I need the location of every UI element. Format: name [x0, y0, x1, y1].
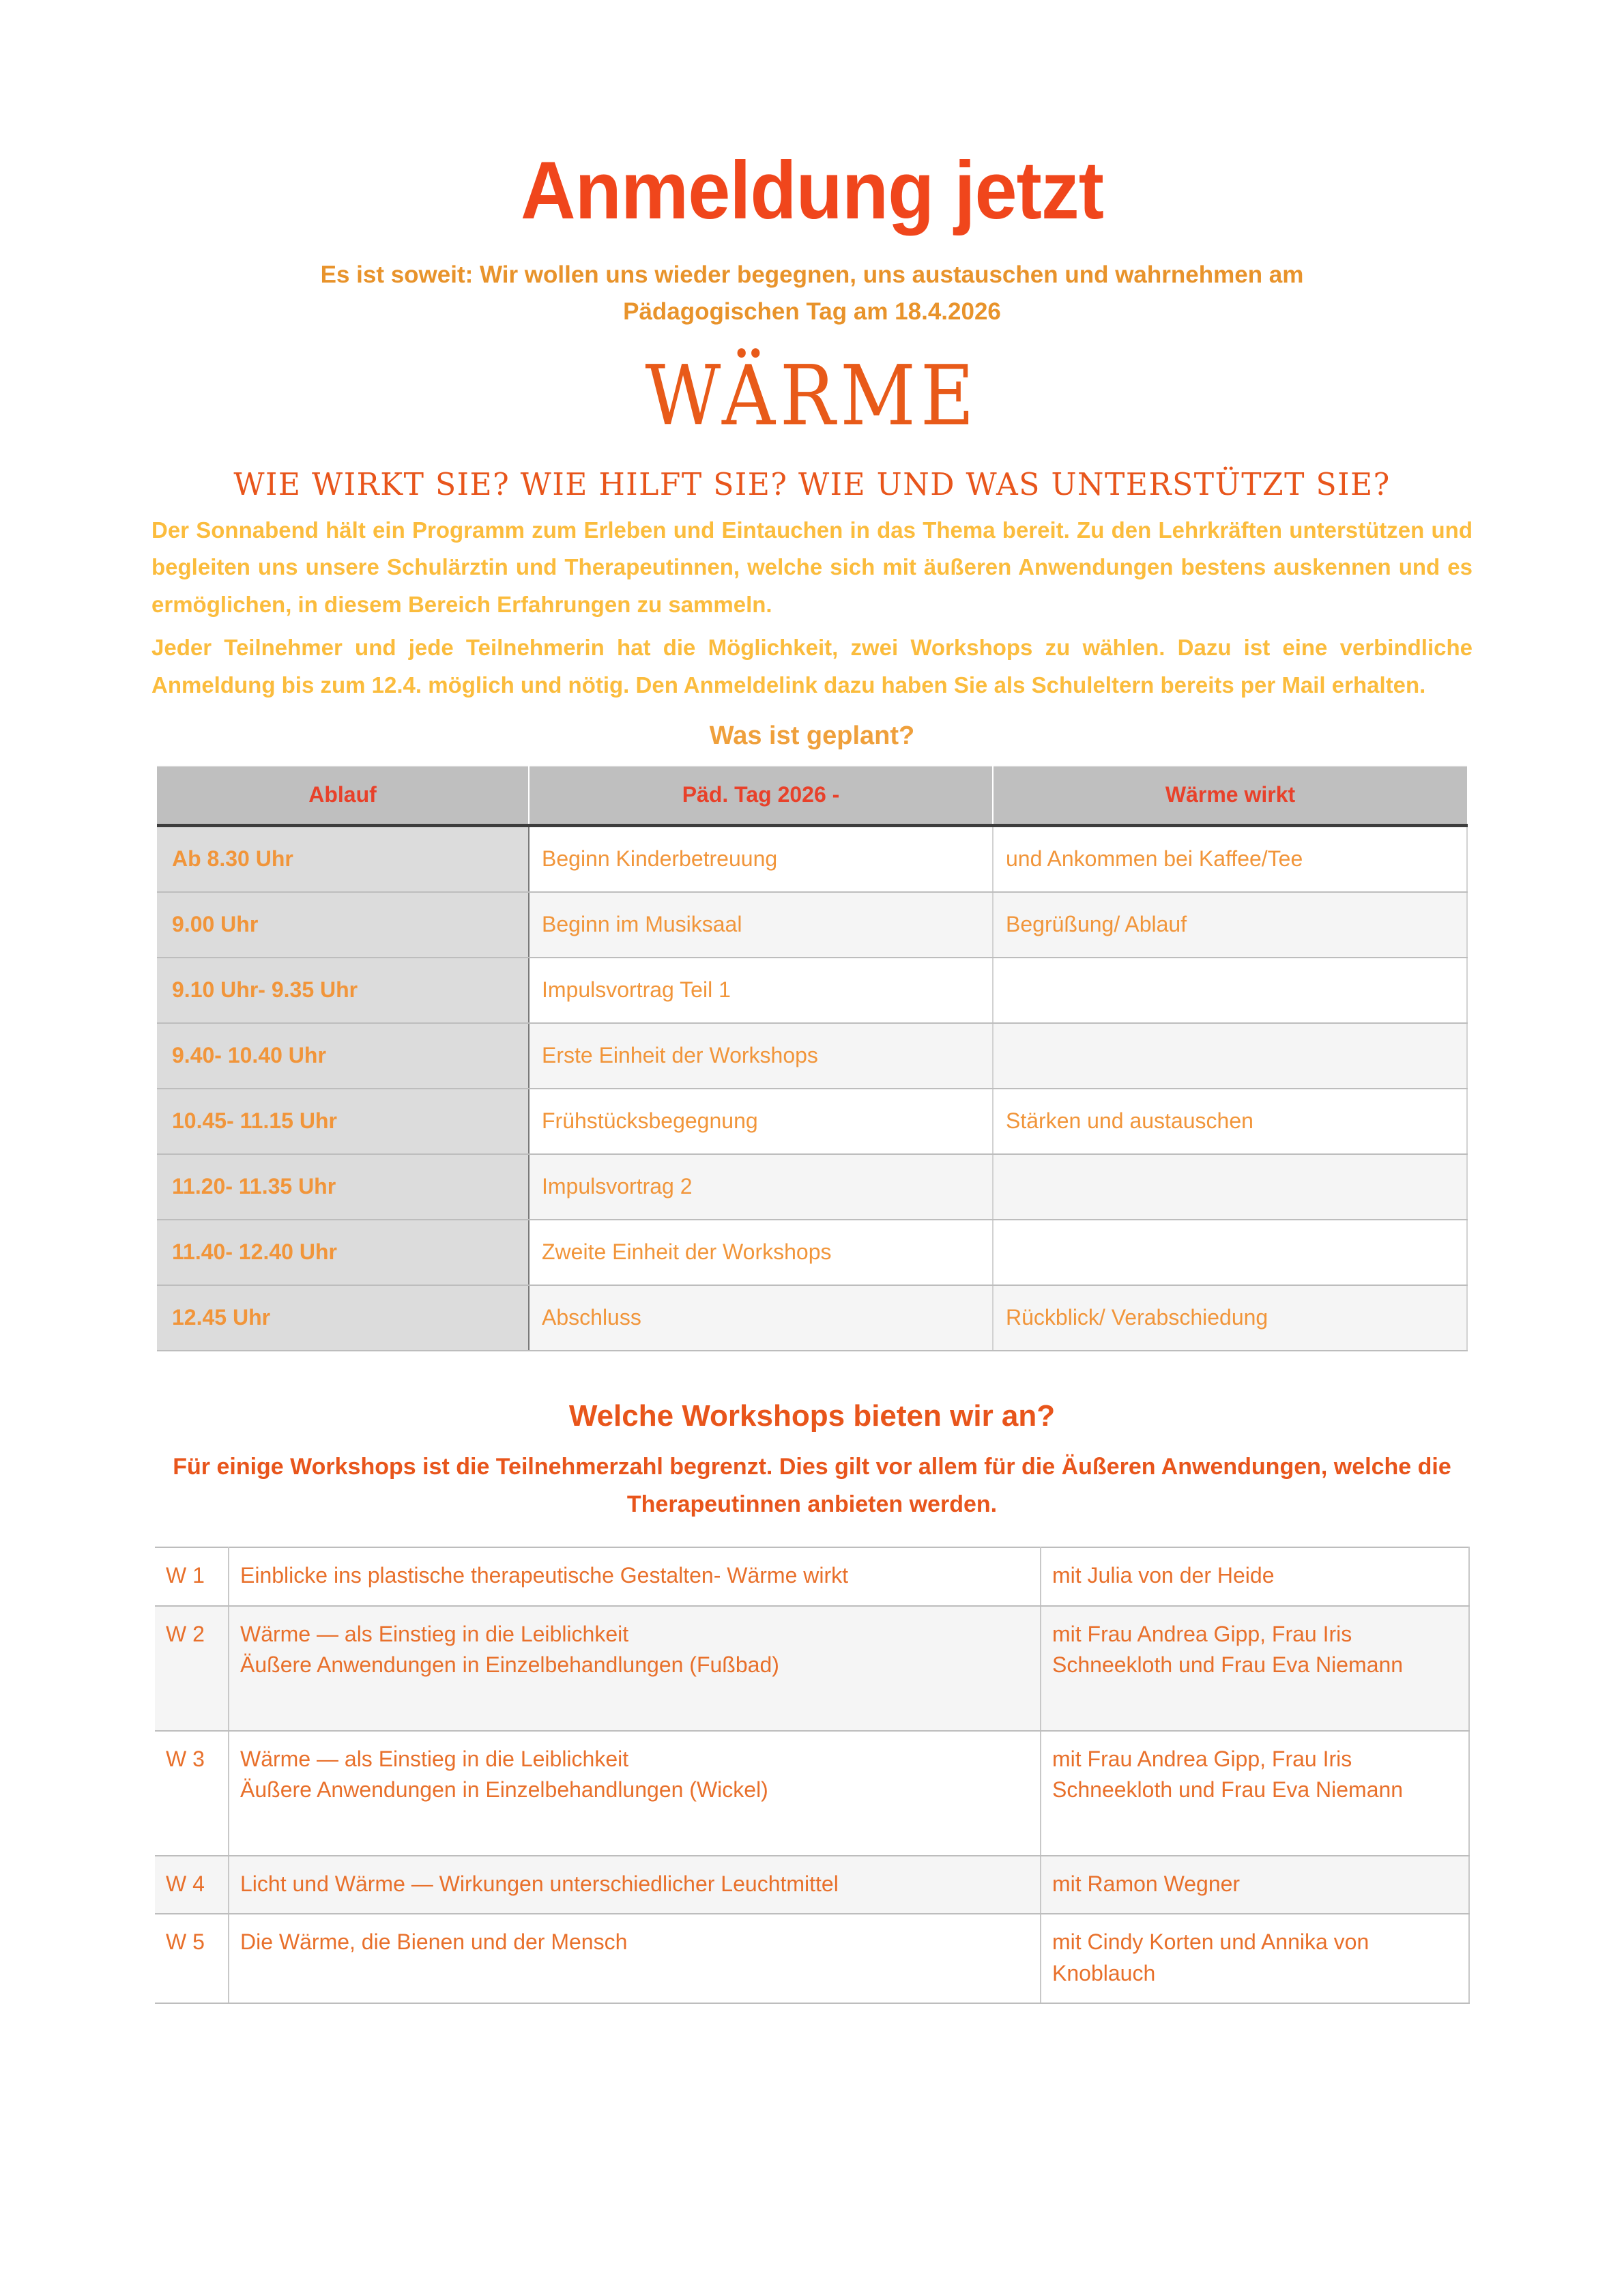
workshop-title-line-2: Äußere Anwendungen in Einzelbehandlungen (Wickel) — [240, 1777, 768, 1803]
schedule-time: 10.45- 11.15 Uhr — [157, 1089, 529, 1154]
page-title: Anmeldung jetzt — [520, 145, 1104, 236]
workshop-code: W 5 — [155, 1914, 229, 2003]
schedule-activity: Beginn im Musiksaal — [529, 892, 993, 958]
workshop-leaders: mit Frau Andrea Gipp, Frau Iris Schneekloth und Frau Eva Niemann — [1041, 1731, 1469, 1856]
schedule-activity: Beginn Kinderbetreuung — [529, 826, 993, 893]
workshop-title-line-1: Wärme — als Einstieg in die Leiblichkeit — [240, 1746, 629, 1771]
table-row — [155, 1856, 1469, 1914]
table-row — [157, 958, 1467, 1023]
schedule-col-header-wirkt: Wärme wirkt — [993, 766, 1467, 826]
table-row — [155, 1547, 1469, 1605]
schedule-time: Ab 8.30 Uhr — [157, 826, 529, 893]
schedule-header-row — [157, 766, 1467, 826]
table-row — [157, 1089, 1467, 1154]
schedule-activity: Impulsvortrag Teil 1 — [529, 958, 993, 1023]
workshop-title — [229, 1606, 1041, 1731]
schedule-activity: Erste Einheit der Workshops — [529, 1023, 993, 1089]
workshop-title-line-2: Äußere Anwendungen in Einzelbehandlungen (Fußbad) — [240, 1652, 779, 1678]
workshop-title — [229, 1856, 1041, 1914]
workshop-title-line-1: Wärme — als Einstieg in die Leiblichkeit — [240, 1621, 629, 1646]
schedule-table-container — [0, 751, 1624, 1351]
schedule-activity: Zweite Einheit der Workshops — [529, 1220, 993, 1285]
intro-paragraph-1: Der Sonnabend hält ein Programm zum Erleben und Eintauchen in das Thema bereit. Zu den Lehrkräften unterstützen und begleiten uns unsere Schulärztin und Therapeutinnen, welche sich mit äußeren Anwendungen bestens auskennen und es ermöglichen, in diesem Bereich Erfahrungen zu sammeln. — [151, 517, 1473, 618]
workshop-title — [229, 1547, 1041, 1605]
schedule-effect — [993, 1023, 1467, 1089]
schedule-effect: Stärken und austauschen — [993, 1089, 1467, 1154]
schedule-activity: Impulsvortrag 2 — [529, 1154, 993, 1220]
theme-word-heading: WÄRME — [645, 348, 979, 444]
workshops-table — [155, 1547, 1470, 2004]
workshop-code: W 1 — [155, 1547, 229, 1605]
workshop-code: W 2 — [155, 1606, 229, 1731]
schedule-time: 9.40- 10.40 Uhr — [157, 1023, 529, 1089]
schedule-time: 12.45 Uhr — [157, 1285, 529, 1351]
workshops-table-container — [0, 1523, 1624, 2004]
workshop-leaders: mit Frau Andrea Gipp, Frau Iris Schneekloth und Frau Eva Niemann — [1041, 1606, 1469, 1731]
schedule-time: 9.10 Uhr- 9.35 Uhr — [157, 958, 529, 1023]
workshop-code: W 3 — [155, 1731, 229, 1856]
schedule-effect: und Ankommen bei Kaffee/Tee — [993, 826, 1467, 893]
workshops-body — [155, 1547, 1469, 2003]
schedule-heading: Was ist geplant? — [709, 721, 915, 751]
workshops-heading: Welche Workshops bieten wir an? — [568, 1399, 1056, 1433]
intro-text-block — [0, 500, 1624, 704]
theme-question-line: WIE WIRKT SIE? WIE HILFT SIE? WIE UND WAS UNTERSTÜTZT SIE? — [233, 466, 1391, 502]
schedule-effect — [993, 1154, 1467, 1220]
schedule-time: 11.20- 11.35 Uhr — [157, 1154, 529, 1220]
subtitle-line-2: Pädagogischen Tag am 18.4.2026 — [623, 298, 1001, 326]
subtitle-line-1: Es ist soweit: Wir wollen uns wieder begegnen, uns austauschen und wahrnehmen am — [320, 261, 1304, 288]
workshop-title-line-1: Einblicke ins plastische therapeutische Gestalten- Wärme wirkt — [240, 1563, 849, 1588]
schedule-table — [157, 766, 1468, 1351]
intro-paragraph-2: Jeder Teilnehmer und jede Teilnehmerin hat die Möglichkeit, zwei Workshops zu wählen. Dazu ist eine verbindliche Anmeldung bis zum 12.4. möglich und nötig. Den Anmeldelink dazu haben Sie als Schuleltern bereits per Mail erhalten. — [151, 634, 1473, 698]
schedule-col-header-tag: Päd. Tag 2026 - — [529, 766, 993, 826]
schedule-activity: Abschluss — [529, 1285, 993, 1351]
table-row — [157, 1023, 1467, 1089]
table-row — [157, 1285, 1467, 1351]
table-row — [157, 892, 1467, 958]
workshop-title — [229, 1731, 1041, 1856]
workshops-intro: Für einige Workshops ist die Teilnehmerzahl begrenzt. Dies gilt vor allem für die Äußeren Anwendungen, welche die Therapeutinnen anbieten werden. — [173, 1454, 1451, 1518]
schedule-effect — [993, 1220, 1467, 1285]
workshop-title — [229, 1914, 1041, 2003]
schedule-effect — [993, 958, 1467, 1023]
schedule-body — [157, 826, 1467, 1351]
schedule-time: 11.40- 12.40 Uhr — [157, 1220, 529, 1285]
schedule-effect: Begrüßung/ Ablauf — [993, 892, 1467, 958]
table-row — [155, 1731, 1469, 1856]
workshop-title-line-1: Die Wärme, die Bienen und der Mensch — [240, 1929, 628, 1955]
workshop-leaders: mit Julia von der Heide — [1041, 1547, 1469, 1605]
table-row — [157, 1154, 1467, 1220]
schedule-activity: Frühstücksbegegnung — [529, 1089, 993, 1154]
workshop-leaders: mit Ramon Wegner — [1041, 1856, 1469, 1914]
schedule-effect: Rückblick/ Verabschiedung — [993, 1285, 1467, 1351]
schedule-col-header-ablauf: Ablauf — [157, 766, 529, 826]
workshop-title-line-1: Licht und Wärme — Wirkungen unterschiedlicher Leuchtmittel — [240, 1871, 839, 1896]
workshop-leaders: mit Cindy Korten und Annika von Knoblauch — [1041, 1914, 1469, 2003]
table-row — [155, 1606, 1469, 1731]
table-row — [157, 1220, 1467, 1285]
workshop-code: W 4 — [155, 1856, 229, 1914]
schedule-time: 9.00 Uhr — [157, 892, 529, 958]
table-row — [157, 826, 1467, 893]
table-row — [155, 1914, 1469, 2003]
